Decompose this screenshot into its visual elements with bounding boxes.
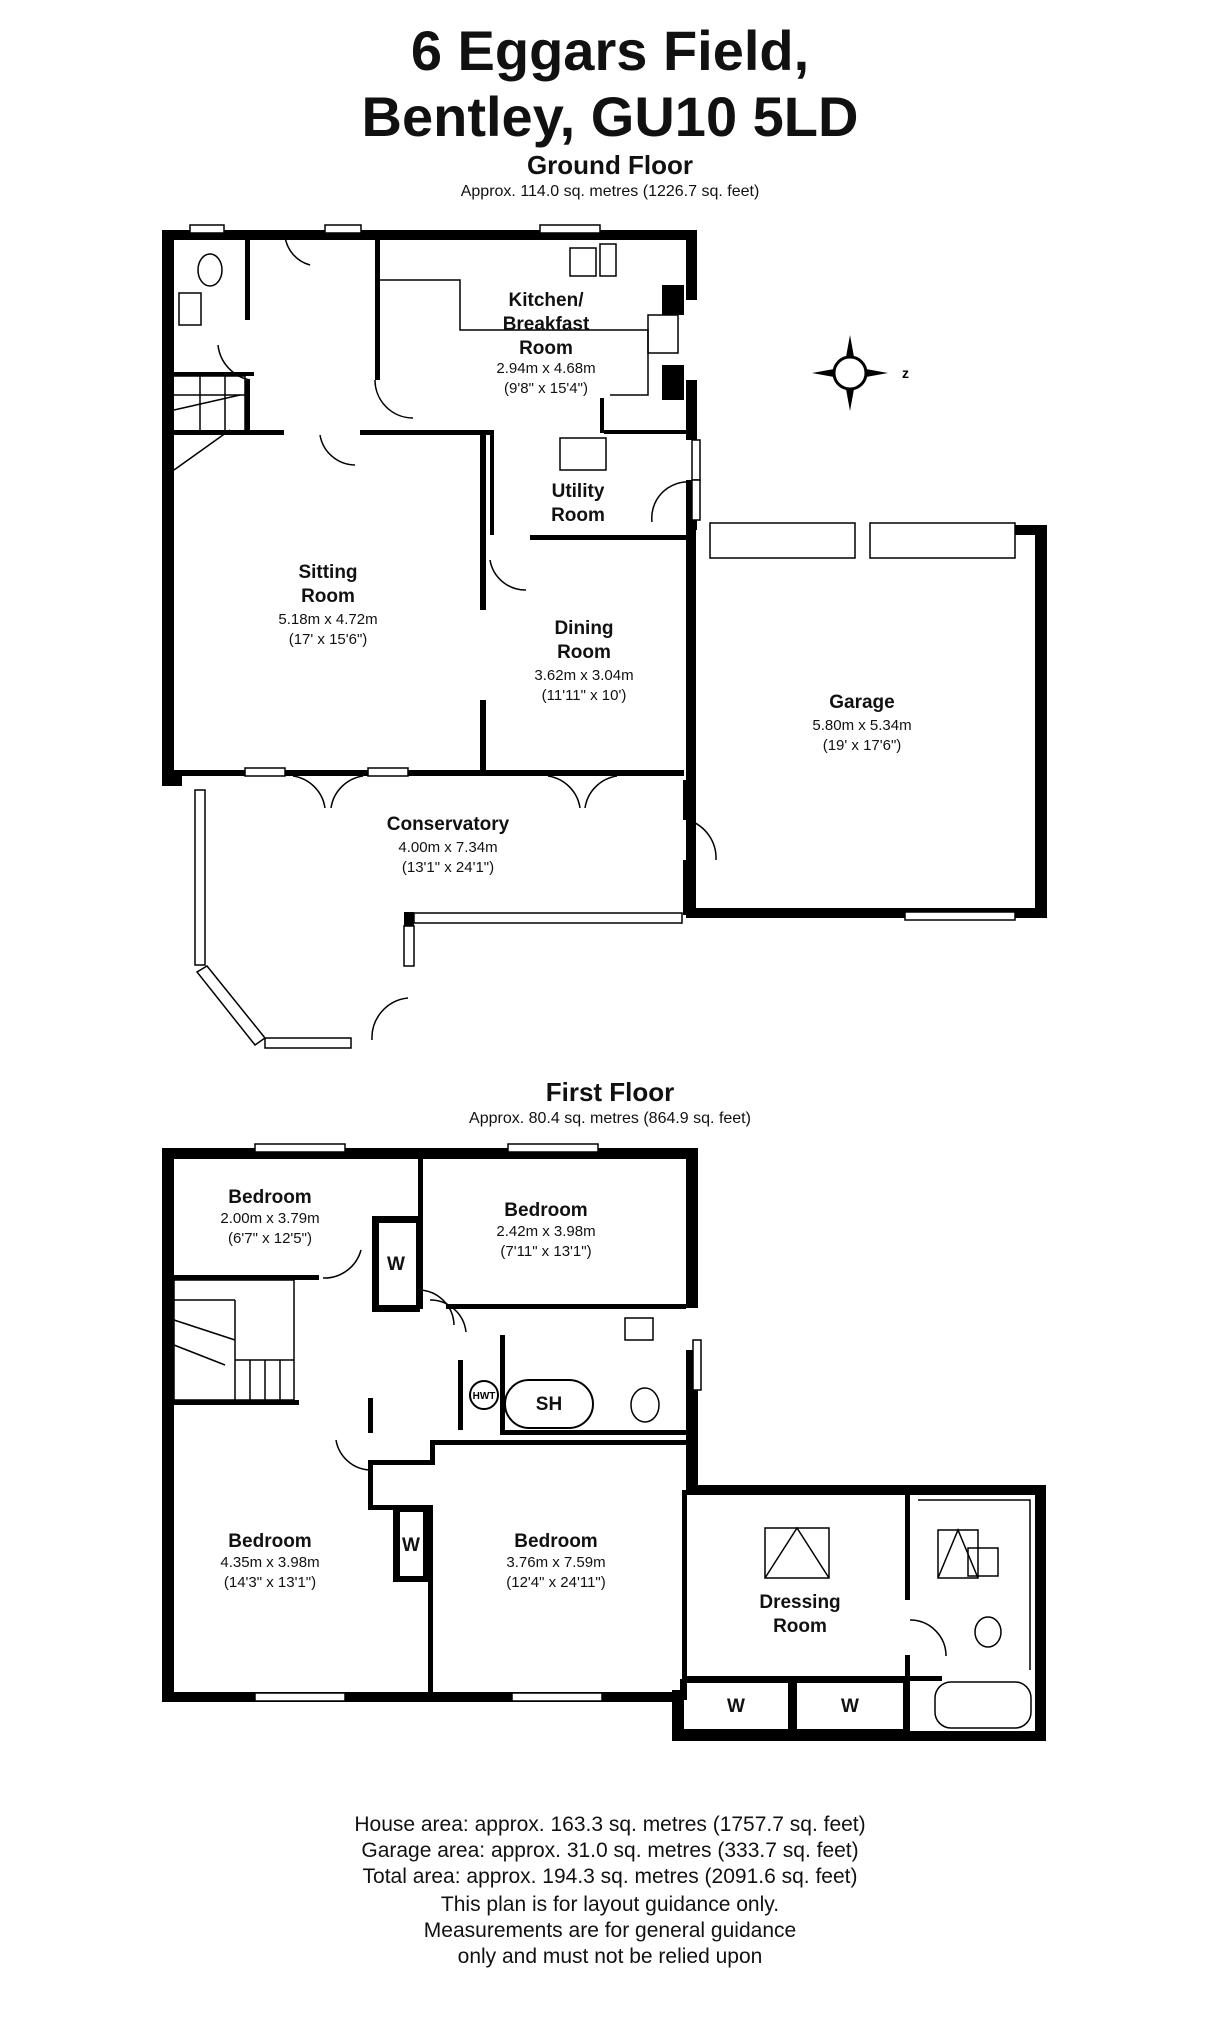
bedroom-2-imperial: (7'11" x 13'1") bbox=[500, 1243, 592, 1260]
conservatory-metric: 4.00m x 7.34m bbox=[398, 839, 498, 856]
wardrobe-label-2: W bbox=[402, 1535, 420, 1556]
bedroom-1-imperial: (6'7" x 12'5") bbox=[228, 1230, 312, 1247]
dining-name-2: Room bbox=[557, 642, 611, 663]
sitting-imperial: (17' x 15'6") bbox=[288, 631, 368, 648]
garage-name: Garage bbox=[829, 692, 895, 713]
disclaimer-line-3: only and must not be relied upon bbox=[457, 1945, 763, 1968]
disclaimer-line-2: Measurements are for general guidance bbox=[423, 1919, 797, 1942]
compass-icon bbox=[812, 335, 909, 411]
wardrobe-label-4: W bbox=[841, 1696, 859, 1717]
first-floor-area: Approx. 80.4 sq. metres (864.9 sq. feet) bbox=[469, 1110, 751, 1127]
utility-name-2: Room bbox=[551, 505, 605, 526]
dressing-name-1: Dressing bbox=[759, 1592, 841, 1613]
bedroom-1-metric: 2.00m x 3.79m bbox=[220, 1210, 320, 1227]
ground-floor-title: Ground Floor bbox=[526, 150, 694, 180]
sitting-metric: 5.18m x 4.72m bbox=[278, 611, 378, 628]
kitchen-imperial: (9'8" x 15'4") bbox=[504, 380, 588, 397]
house-area-text: House area: approx. 163.3 sq. metres (1757.7 sq. feet) bbox=[354, 1813, 866, 1836]
conservatory-name: Conservatory bbox=[386, 814, 510, 835]
sitting-name-2: Room bbox=[301, 586, 355, 607]
bedroom-2-metric: 2.42m x 3.98m bbox=[496, 1223, 596, 1240]
bedroom-2-name: Bedroom bbox=[504, 1200, 588, 1221]
bedroom-4-name: Bedroom bbox=[514, 1531, 598, 1552]
conservatory-imperial: (13'1" x 24'1") bbox=[401, 859, 495, 876]
first-floor-plan bbox=[162, 1144, 1046, 1741]
sitting-name-1: Sitting bbox=[298, 562, 358, 583]
dining-imperial: (11'11" x 10') bbox=[541, 687, 627, 704]
wardrobe-label-1: W bbox=[387, 1254, 405, 1275]
bedroom-4-imperial: (12'4" x 24'11") bbox=[506, 1574, 606, 1591]
ground-floor-plan bbox=[162, 225, 1047, 1048]
total-area-text: Total area: approx. 194.3 sq. metres (2091.6 sq. feet) bbox=[362, 1865, 858, 1888]
bedroom-1-name: Bedroom bbox=[228, 1187, 312, 1208]
dressing-name-2: Room bbox=[773, 1616, 827, 1637]
garage-imperial: (19' x 17'6") bbox=[822, 737, 902, 754]
garage-area-text: Garage area: approx. 31.0 sq. metres (333.7 sq. feet) bbox=[361, 1839, 859, 1862]
bedroom-3-metric: 4.35m x 3.98m bbox=[220, 1554, 320, 1571]
hwt-label: HWT bbox=[472, 1391, 496, 1402]
bedroom-4-metric: 3.76m x 7.59m bbox=[506, 1554, 606, 1571]
kitchen-name-2: Breakfast bbox=[502, 314, 590, 335]
bedroom-3-imperial: (14'3" x 13'1") bbox=[223, 1574, 317, 1591]
garage-metric: 5.80m x 5.34m bbox=[812, 717, 912, 734]
compass-label: z bbox=[902, 365, 909, 381]
dining-metric: 3.62m x 3.04m bbox=[534, 667, 634, 684]
dining-name-1: Dining bbox=[554, 618, 614, 639]
wardrobe-label-3: W bbox=[727, 1696, 745, 1717]
kitchen-name-1: Kitchen/ bbox=[508, 290, 584, 311]
utility-name-1: Utility bbox=[551, 481, 605, 502]
shower-label: SH bbox=[535, 1394, 563, 1415]
kitchen-metric: 2.94m x 4.68m bbox=[496, 360, 596, 377]
first-floor-title: First Floor bbox=[545, 1077, 675, 1107]
kitchen-name-3: Room bbox=[519, 338, 573, 359]
ground-floor-area: Approx. 114.0 sq. metres (1226.7 sq. feet) bbox=[460, 183, 760, 200]
page-title-line1: 6 Eggars Field, bbox=[410, 19, 810, 82]
disclaimer-line-1: This plan is for layout guidance only. bbox=[440, 1893, 780, 1916]
bedroom-3-name: Bedroom bbox=[228, 1531, 312, 1552]
page-title-line2: Bentley, GU10 5LD bbox=[361, 85, 859, 148]
